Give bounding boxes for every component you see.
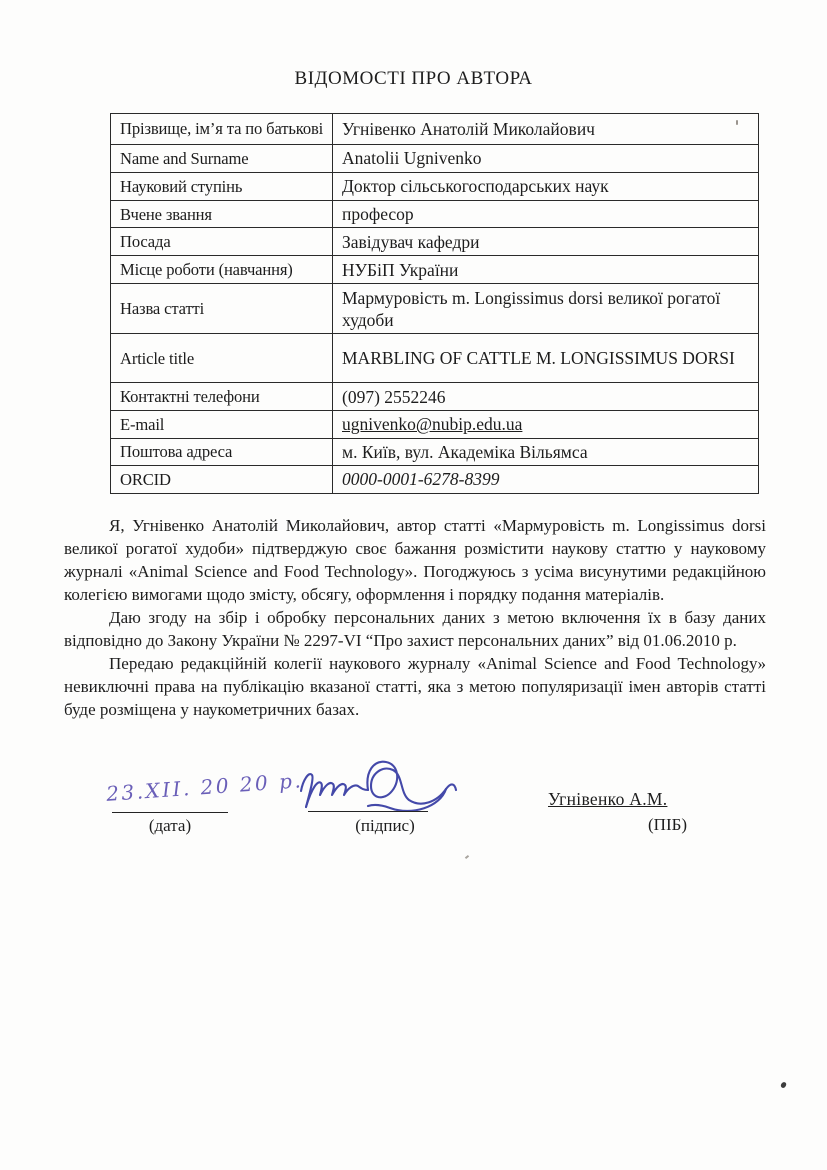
field-value: Угнівенко Анатолій Миколайович xyxy=(333,114,759,145)
field-value: Anatolii Ugnivenko xyxy=(333,145,759,173)
scan-speck xyxy=(780,1081,787,1088)
author-info-table xyxy=(110,113,759,494)
table-row xyxy=(111,284,759,334)
table-row xyxy=(111,466,759,493)
field-label: Назва статті xyxy=(111,284,333,334)
field-value: Завідувач кафедри xyxy=(333,228,759,256)
field-label: Науковий ступінь xyxy=(111,173,333,201)
field-value: Доктор сільськогосподарських наук xyxy=(333,173,759,201)
field-label: Article title xyxy=(111,334,333,383)
table-row xyxy=(111,201,759,228)
table-row xyxy=(111,383,759,411)
handwritten-date: 23.ХІІ. 20 20 р. xyxy=(105,768,304,806)
field-value: MARBLING OF CATTLE M. LONGISSIMUS DORSI xyxy=(333,334,759,383)
date-caption: (дата) xyxy=(148,816,192,835)
table-row xyxy=(111,228,759,256)
field-label: ORCID xyxy=(111,466,333,493)
field-value: професор xyxy=(333,201,759,228)
field-label: Поштова адреса xyxy=(111,438,333,465)
field-label: Посада xyxy=(111,228,333,256)
field-label: Прізвище, ім’я та по батькові xyxy=(111,114,333,145)
handwritten-signature xyxy=(294,757,459,819)
date-underline xyxy=(112,812,228,813)
table-row xyxy=(111,114,759,145)
name-caption: (ПІБ) xyxy=(648,815,688,834)
table-row xyxy=(111,411,759,438)
author-name-signature: Угнівенко А.М. xyxy=(548,789,668,809)
signature-caption: (підпис) xyxy=(355,816,415,835)
field-label: Місце роботи (навчання) xyxy=(111,256,333,284)
scan-speck xyxy=(465,855,469,859)
table-row xyxy=(111,173,759,201)
paragraph-rights: Передаю редакційній колегії наукового журналу «Animal Science and Food Technology» невиключні права на публікацію вказаної статті, яка з метою популяризації імен авторів статті буде розміщена у наукометричних базах. xyxy=(64,654,766,719)
field-label: E-mail xyxy=(111,411,333,438)
consent-text xyxy=(64,514,766,721)
table-row xyxy=(111,145,759,173)
page-title: ВІДОМОСТІ ПРО АВТОРА xyxy=(294,68,533,89)
field-label: Контактні телефони xyxy=(111,383,333,411)
table-row xyxy=(111,256,759,284)
field-value: НУБіП України xyxy=(333,256,759,284)
table-row xyxy=(111,438,759,465)
email-value: ugnivenko@nubip.edu.ua xyxy=(333,411,759,438)
scan-speck xyxy=(736,120,738,125)
field-label: Вчене звання xyxy=(111,201,333,228)
field-value: (097) 2552246 xyxy=(333,383,759,411)
signature-underline xyxy=(308,811,428,812)
field-label: Name and Surname xyxy=(111,145,333,173)
table-row xyxy=(111,334,759,383)
paragraph-personal-data: Даю згоду на збір і обробку персональних даних з метою включення їх в базу даних відповідно до Закону України № 2297-VI “Про захист персональних даних” від 01.06.2010 р. xyxy=(64,608,766,650)
field-value: м. Київ, вул. Академіка Вільямса xyxy=(333,438,759,465)
field-value: Мармуровість m. Longissimus dorsi великої рогатої худоби xyxy=(333,284,759,334)
paragraph-confirmation: Я, Угнівенко Анатолій Миколайович, автор статті «Мармуровість m. Longissimus dorsi великої рогатої худоби» підтверджую своє бажання розмістити наукову статтю у науковому журналі «Animal Science and Food Technology». Погоджуюсь з усіма висунутими редакційною колегією вимогами щодо змісту, обсягу, оформлення і порядку подання матеріалів. xyxy=(64,516,766,604)
orcid-value: 0000-0001-6278-8399 xyxy=(333,466,759,493)
